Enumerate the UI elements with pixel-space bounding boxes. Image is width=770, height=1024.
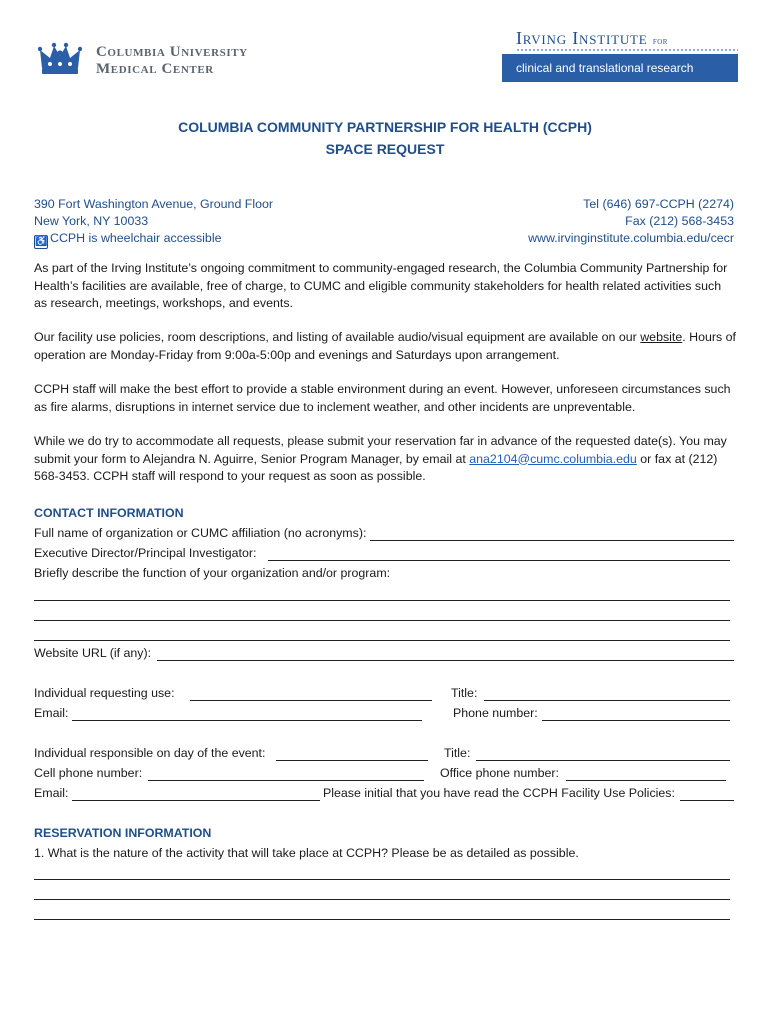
submission-text: While we do try to accommodate all requests, please submit your reservation far in advance of the requested date(s). You may submit your form to Alejandra N. Aguirre, Senior Program Manager, by email at [34,434,727,466]
environment-paragraph: CCPH staff will make the best effort to provide a stable environment during an event. However, unforeseen circumstances such as fire alarms, disruptions in internet service due to inclement weather, and other incidents are unpreventable. [34,382,731,414]
title-field[interactable] [484,700,730,701]
wheelchair-icon: ♿ [35,236,48,247]
cu-name-line1: Columbia University [96,44,248,60]
email-field[interactable] [72,720,422,721]
title-label: Title: [451,686,478,700]
intro-paragraph: As part of the Irving Institute’s ongoing commitment to community-engaged research, the Columbia Community Partnership for Health’s facilities are available, free of charge, to CUMC and eligible community stakeholders for health related activities such as research, meetings, workshops, and events. [34,261,728,310]
director-label: Executive Director/Principal Investigator: [34,546,257,560]
phone-field[interactable] [542,720,730,721]
email-label: Email: [34,706,69,720]
office-field[interactable] [566,780,726,781]
page-subtitle: SPACE REQUEST [325,141,445,157]
cumc-logo-text [96,44,248,78]
address-block [34,196,273,249]
irving-for: for [652,36,668,47]
website-label: Website URL (if any): [34,646,152,660]
office-label: Office phone number: [440,766,559,780]
website-link[interactable]: website [640,330,683,344]
title2-label: Title: [444,746,471,760]
cell-label: Cell phone number: [34,766,143,780]
reservation-information-heading: RESERVATION INFORMATION [34,826,212,840]
initial-label: Please initial that you have read the CCPH Facility Use Policies: [323,786,675,800]
irving-tagline-band: clinical and translational research [502,54,738,82]
policies-paragraph [34,329,736,364]
contact-block [528,196,734,247]
policies-text: Our facility use policies, room descriptions, and listing of available audio/visual equipment are available on our [34,330,641,344]
email2-label: Email: [34,786,69,800]
accessibility-text: CCPH is wheelchair accessible [50,231,222,245]
initial-field[interactable] [680,800,734,801]
answer-1-line2[interactable] [34,899,730,900]
title2-field[interactable] [476,760,730,761]
responsible-label: Individual responsible on day of the event: [34,746,266,760]
responsible-field[interactable] [276,760,428,761]
tel: Tel (646) 697-CCPH (2274) [583,197,734,211]
email-link[interactable]: ana2104@cumc.columbia.edu [469,451,637,466]
fax-text: or fax at (212) 568-3453. CCPH staff will respond to your request as soon as possible. [34,451,718,483]
website-url[interactable]: www.irvinginstitute.columbia.edu/cecr [528,231,734,245]
describe-label: Briefly describe the function of your organization and/or program: [34,566,391,580]
individual-label: Individual requesting use: [34,686,175,700]
answer-1-line1[interactable] [34,879,730,880]
contact-information-heading: CONTACT INFORMATION [34,506,184,520]
answer-1-line3[interactable] [34,919,730,920]
describe-field-line2[interactable] [34,620,730,621]
decorative-dots [516,48,738,52]
org-name-field[interactable] [370,540,734,541]
address-line1: 390 Fort Washington Avenue, Ground Floor [34,197,274,211]
email2-field[interactable] [72,800,320,801]
accessibility-line [34,230,273,249]
fax: Fax (212) 568-3453 [625,214,734,228]
individual-field[interactable] [190,700,432,701]
cell-field[interactable] [148,780,424,781]
hours-text: . Hours of operation are Monday-Friday from 9:00a-5:00p and evenings and Saturdays upon arrangement. [34,330,736,362]
question-1: 1. What is the nature of the activity that will take place at CCPH? Please be as detailed as possible. [34,846,579,860]
website-field[interactable] [157,660,734,661]
cu-name-line2: Medical Center [96,61,214,77]
crown-logo-icon [38,42,82,78]
phone-label: Phone number: [453,706,538,720]
page-title: COLUMBIA COMMUNITY PARTNERSHIP FOR HEALTH (CCPH) [178,119,592,135]
director-field[interactable] [268,560,730,561]
submission-paragraph [34,433,736,486]
irving-title: Irving Institute [516,28,648,48]
org-name-label: Full name of organization or CUMC affiliation (no acronyms): [34,526,367,540]
address-line2: New York, NY 10033 [34,214,149,228]
describe-field-line1[interactable] [34,600,730,601]
describe-field-line3[interactable] [34,640,730,641]
irving-institute-logo [516,28,668,49]
